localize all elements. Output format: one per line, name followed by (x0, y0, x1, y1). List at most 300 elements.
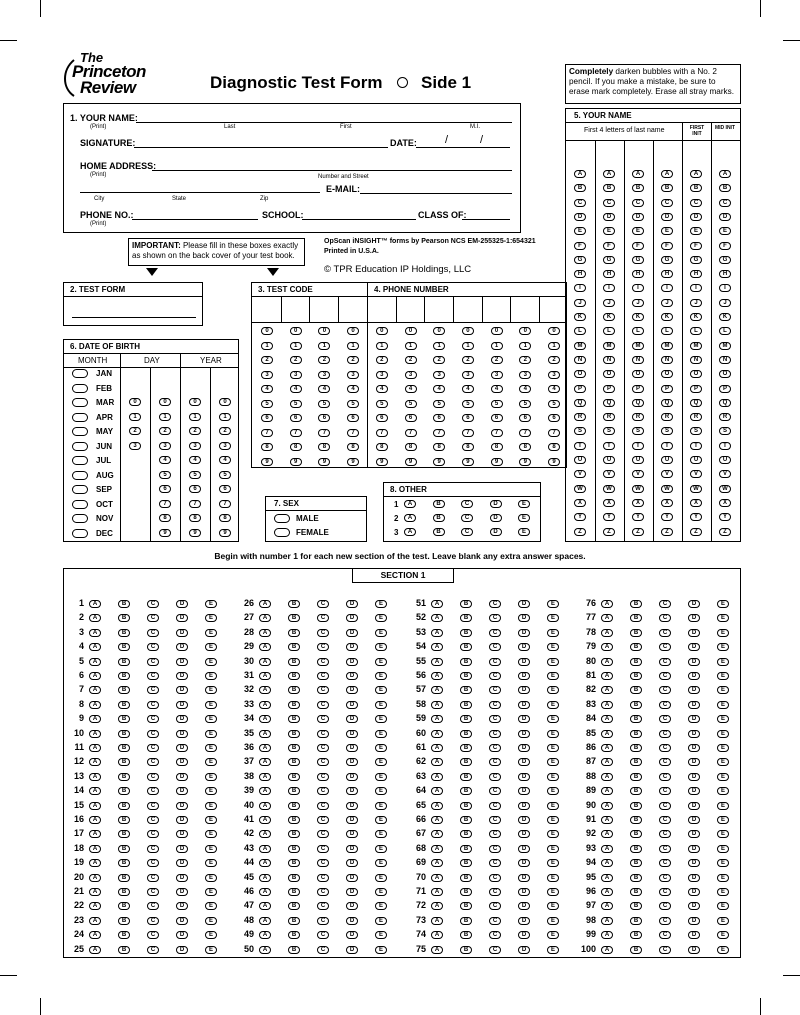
answer-bubble[interactable]: E (375, 715, 387, 723)
answer-bubble[interactable]: D (518, 758, 530, 766)
answer-bubble[interactable]: B (288, 845, 300, 853)
answer-bubble[interactable]: A (259, 744, 271, 752)
answer-bubble[interactable]: D (688, 730, 700, 738)
phone-number-bubble[interactable]: 8 (433, 443, 445, 451)
test-code-bubble[interactable]: 0 (318, 327, 330, 335)
name-letter-bubble[interactable]: X (719, 499, 731, 507)
answer-bubble[interactable]: C (659, 614, 671, 622)
name-letter-bubble[interactable]: F (719, 242, 731, 250)
answer-bubble[interactable]: B (630, 902, 642, 910)
answer-bubble[interactable]: D (176, 744, 188, 752)
name-letter-bubble[interactable]: I (603, 284, 615, 292)
dob-month-bubble[interactable] (72, 500, 88, 509)
name-letter-bubble[interactable]: Y (574, 513, 586, 521)
name-letter-bubble[interactable]: J (632, 299, 644, 307)
answer-bubble[interactable]: E (717, 672, 729, 680)
answer-bubble[interactable]: A (259, 701, 271, 709)
answer-bubble[interactable]: D (518, 874, 530, 882)
answer-bubble[interactable]: C (489, 744, 501, 752)
answer-bubble[interactable]: E (375, 744, 387, 752)
answer-bubble[interactable]: B (288, 773, 300, 781)
phone-number-bubble[interactable]: 0 (376, 327, 388, 335)
answer-bubble[interactable]: D (688, 845, 700, 853)
name-letter-bubble[interactable]: Z (603, 528, 615, 536)
dob-day-bubble[interactable]: 2 (129, 427, 141, 435)
phone-number-bubble[interactable]: 0 (433, 327, 445, 335)
answer-bubble[interactable]: D (346, 758, 358, 766)
name-letter-bubble[interactable]: B (719, 184, 731, 192)
name-letter-bubble[interactable]: D (690, 213, 702, 221)
answer-bubble[interactable]: B (118, 730, 130, 738)
answer-bubble[interactable]: A (601, 859, 613, 867)
other-answer-bubble[interactable]: D (490, 500, 502, 508)
answer-bubble[interactable]: E (205, 888, 217, 896)
answer-bubble[interactable]: D (176, 917, 188, 925)
answer-bubble[interactable]: C (147, 946, 159, 954)
test-code-bubble[interactable]: 8 (290, 443, 302, 451)
phone-number-bubble[interactable]: 7 (433, 429, 445, 437)
name-letter-bubble[interactable]: J (661, 299, 673, 307)
phone-number-bubble[interactable]: 0 (548, 327, 560, 335)
answer-bubble[interactable]: B (630, 643, 642, 651)
test-code-bubble[interactable]: 2 (318, 356, 330, 364)
name-letter-bubble[interactable]: N (690, 356, 702, 364)
dob-year-bubble[interactable]: 4 (219, 456, 231, 464)
answer-bubble[interactable]: B (118, 802, 130, 810)
name-letter-bubble[interactable]: L (661, 327, 673, 335)
answer-bubble[interactable]: B (630, 931, 642, 939)
answer-bubble[interactable]: C (489, 902, 501, 910)
answer-bubble[interactable]: A (89, 600, 101, 608)
dob-month-bubble[interactable] (72, 442, 88, 451)
answer-bubble[interactable]: D (176, 614, 188, 622)
name-letter-bubble[interactable]: F (690, 242, 702, 250)
answer-bubble[interactable]: B (460, 600, 472, 608)
answer-bubble[interactable]: E (547, 672, 559, 680)
name-letter-bubble[interactable]: W (690, 485, 702, 493)
name-letter-bubble[interactable]: K (574, 313, 586, 321)
answer-bubble[interactable]: D (176, 830, 188, 838)
name-letter-bubble[interactable]: F (574, 242, 586, 250)
answer-bubble[interactable]: A (259, 902, 271, 910)
answer-bubble[interactable]: D (518, 802, 530, 810)
name-letter-bubble[interactable]: T (719, 442, 731, 450)
answer-bubble[interactable]: B (460, 701, 472, 709)
test-code-bubble[interactable]: 7 (318, 429, 330, 437)
name-letter-bubble[interactable]: T (632, 442, 644, 450)
answer-bubble[interactable]: D (518, 816, 530, 824)
answer-bubble[interactable]: E (717, 643, 729, 651)
other-answer-bubble[interactable]: E (518, 500, 530, 508)
name-letter-bubble[interactable]: S (690, 427, 702, 435)
answer-bubble[interactable]: D (518, 686, 530, 694)
answer-bubble[interactable]: B (460, 715, 472, 723)
dob-month-bubble[interactable] (72, 384, 88, 393)
name-letter-bubble[interactable]: M (574, 342, 586, 350)
answer-bubble[interactable]: A (89, 802, 101, 810)
answer-bubble[interactable]: E (547, 730, 559, 738)
answer-bubble[interactable]: B (118, 917, 130, 925)
name-letter-bubble[interactable]: L (719, 327, 731, 335)
answer-bubble[interactable]: A (601, 600, 613, 608)
answer-bubble[interactable]: E (205, 773, 217, 781)
test-code-bubble[interactable]: 3 (261, 371, 273, 379)
answer-bubble[interactable]: D (346, 672, 358, 680)
test-code-bubble[interactable]: 1 (347, 342, 359, 350)
phone-number-bubble[interactable]: 8 (405, 443, 417, 451)
dob-month-bubble[interactable] (72, 369, 88, 378)
answer-bubble[interactable]: E (205, 701, 217, 709)
phone-number-bubble[interactable]: 5 (462, 400, 474, 408)
name-letter-bubble[interactable]: E (661, 227, 673, 235)
answer-bubble[interactable]: C (659, 830, 671, 838)
dob-year-bubble[interactable]: 9 (219, 529, 231, 537)
answer-bubble[interactable]: D (176, 859, 188, 867)
answer-bubble[interactable]: E (717, 701, 729, 709)
name-letter-bubble[interactable]: G (603, 256, 615, 264)
name-letter-bubble[interactable]: M (632, 342, 644, 350)
answer-bubble[interactable]: C (317, 600, 329, 608)
answer-bubble[interactable]: D (518, 715, 530, 723)
answer-bubble[interactable]: E (547, 629, 559, 637)
phone-number-bubble[interactable]: 6 (548, 414, 560, 422)
answer-bubble[interactable]: C (317, 888, 329, 896)
dob-year-bubble[interactable]: 8 (189, 514, 201, 522)
answer-bubble[interactable]: E (375, 946, 387, 954)
name-letter-bubble[interactable]: C (632, 199, 644, 207)
name-letter-bubble[interactable]: R (661, 413, 673, 421)
answer-bubble[interactable]: D (176, 730, 188, 738)
name-letter-bubble[interactable]: D (632, 213, 644, 221)
answer-bubble[interactable]: C (489, 672, 501, 680)
answer-bubble[interactable]: C (489, 758, 501, 766)
dob-day-bubble[interactable]: 3 (129, 442, 141, 450)
answer-bubble[interactable]: C (317, 773, 329, 781)
answer-bubble[interactable]: A (431, 946, 443, 954)
answer-bubble[interactable]: C (147, 686, 159, 694)
phone-number-bubble[interactable]: 0 (462, 327, 474, 335)
answer-bubble[interactable]: C (659, 686, 671, 694)
answer-bubble[interactable]: E (547, 787, 559, 795)
answer-bubble[interactable]: A (601, 802, 613, 810)
name-letter-bubble[interactable]: Z (574, 528, 586, 536)
phone-number-bubble[interactable]: 9 (405, 458, 417, 466)
dob-year-bubble[interactable]: 7 (189, 500, 201, 508)
answer-bubble[interactable]: C (317, 830, 329, 838)
answer-bubble[interactable]: C (317, 701, 329, 709)
test-code-bubble[interactable]: 2 (347, 356, 359, 364)
answer-bubble[interactable]: C (317, 917, 329, 925)
dob-year-bubble[interactable]: 0 (189, 398, 201, 406)
phone-number-bubble[interactable]: 6 (405, 414, 417, 422)
answer-bubble[interactable]: A (431, 931, 443, 939)
answer-bubble[interactable]: E (205, 816, 217, 824)
name-letter-bubble[interactable]: N (603, 356, 615, 364)
name-letter-bubble[interactable]: X (574, 499, 586, 507)
answer-bubble[interactable]: E (205, 931, 217, 939)
answer-bubble[interactable]: E (205, 730, 217, 738)
name-letter-bubble[interactable]: Q (632, 399, 644, 407)
phone-number-bubble[interactable]: 3 (519, 371, 531, 379)
answer-bubble[interactable]: A (259, 658, 271, 666)
answer-bubble[interactable]: E (547, 874, 559, 882)
name-letter-bubble[interactable]: R (719, 413, 731, 421)
answer-bubble[interactable]: A (259, 946, 271, 954)
name-letter-bubble[interactable]: R (690, 413, 702, 421)
dob-month-bubble[interactable] (72, 456, 88, 465)
test-code-bubble[interactable]: 0 (290, 327, 302, 335)
name-letter-bubble[interactable]: H (719, 270, 731, 278)
name-letter-bubble[interactable]: G (690, 256, 702, 264)
answer-bubble[interactable]: E (205, 614, 217, 622)
answer-bubble[interactable]: B (288, 830, 300, 838)
answer-bubble[interactable]: E (205, 658, 217, 666)
answer-bubble[interactable]: B (460, 830, 472, 838)
answer-bubble[interactable]: A (431, 816, 443, 824)
answer-bubble[interactable]: E (375, 888, 387, 896)
phone-number-bubble[interactable]: 6 (491, 414, 503, 422)
answer-bubble[interactable]: C (489, 845, 501, 853)
answer-bubble[interactable]: B (630, 859, 642, 867)
answer-bubble[interactable]: B (630, 629, 642, 637)
answer-bubble[interactable]: E (717, 773, 729, 781)
name-letter-bubble[interactable]: V (719, 470, 731, 478)
name-letter-bubble[interactable]: Y (632, 513, 644, 521)
answer-bubble[interactable]: D (688, 686, 700, 694)
answer-bubble[interactable]: D (176, 701, 188, 709)
phone-number-bubble[interactable]: 4 (376, 385, 388, 393)
answer-bubble[interactable]: C (659, 758, 671, 766)
answer-bubble[interactable]: B (288, 643, 300, 651)
phone-number-bubble[interactable]: 5 (491, 400, 503, 408)
answer-bubble[interactable]: A (259, 830, 271, 838)
other-answer-bubble[interactable]: E (518, 528, 530, 536)
answer-bubble[interactable]: D (346, 859, 358, 867)
answer-bubble[interactable]: B (288, 730, 300, 738)
name-letter-bubble[interactable]: D (574, 213, 586, 221)
name-letter-bubble[interactable]: W (719, 485, 731, 493)
answer-bubble[interactable]: B (460, 658, 472, 666)
answer-bubble[interactable]: D (346, 931, 358, 939)
answer-bubble[interactable]: A (89, 672, 101, 680)
answer-bubble[interactable]: D (518, 629, 530, 637)
answer-bubble[interactable]: C (317, 859, 329, 867)
dob-year-bubble[interactable]: 1 (189, 413, 201, 421)
test-code-bubble[interactable]: 4 (318, 385, 330, 393)
name-letter-bubble[interactable]: O (719, 370, 731, 378)
answer-bubble[interactable]: A (259, 643, 271, 651)
answer-bubble[interactable]: D (346, 715, 358, 723)
answer-bubble[interactable]: C (659, 730, 671, 738)
dob-year-bubble[interactable]: 2 (189, 427, 201, 435)
name-letter-bubble[interactable]: O (632, 370, 644, 378)
name-letter-bubble[interactable]: H (574, 270, 586, 278)
answer-bubble[interactable]: D (346, 830, 358, 838)
name-letter-bubble[interactable]: Z (661, 528, 673, 536)
test-code-bubble[interactable]: 5 (318, 400, 330, 408)
test-code-bubble[interactable]: 5 (347, 400, 359, 408)
answer-bubble[interactable]: C (489, 730, 501, 738)
answer-bubble[interactable]: C (489, 888, 501, 896)
answer-bubble[interactable]: C (489, 773, 501, 781)
answer-bubble[interactable]: E (375, 845, 387, 853)
answer-bubble[interactable]: C (489, 859, 501, 867)
phone-number-bubble[interactable]: 5 (405, 400, 417, 408)
dob-year-bubble[interactable]: 2 (219, 427, 231, 435)
answer-bubble[interactable]: C (659, 859, 671, 867)
name-letter-bubble[interactable]: P (719, 385, 731, 393)
answer-bubble[interactable]: A (259, 816, 271, 824)
answer-bubble[interactable]: E (547, 614, 559, 622)
test-code-bubble[interactable]: 9 (261, 458, 273, 466)
answer-bubble[interactable]: C (489, 643, 501, 651)
answer-bubble[interactable]: C (659, 744, 671, 752)
answer-bubble[interactable]: E (205, 946, 217, 954)
name-letter-bubble[interactable]: A (574, 170, 586, 178)
name-letter-bubble[interactable]: R (574, 413, 586, 421)
answer-bubble[interactable]: C (489, 931, 501, 939)
answer-bubble[interactable]: A (601, 787, 613, 795)
test-code-bubble[interactable]: 3 (318, 371, 330, 379)
answer-bubble[interactable]: E (547, 802, 559, 810)
answer-bubble[interactable]: B (118, 902, 130, 910)
answer-bubble[interactable]: A (89, 816, 101, 824)
name-letter-bubble[interactable]: U (632, 456, 644, 464)
answer-bubble[interactable]: B (288, 686, 300, 694)
answer-bubble[interactable]: C (147, 830, 159, 838)
answer-bubble[interactable]: D (176, 672, 188, 680)
phone-number-bubble[interactable]: 4 (433, 385, 445, 393)
answer-bubble[interactable]: A (259, 614, 271, 622)
test-code-bubble[interactable]: 6 (290, 414, 302, 422)
answer-bubble[interactable]: A (89, 888, 101, 896)
answer-bubble[interactable]: B (118, 629, 130, 637)
answer-bubble[interactable]: E (375, 600, 387, 608)
name-letter-bubble[interactable]: M (719, 342, 731, 350)
answer-bubble[interactable]: A (601, 902, 613, 910)
answer-bubble[interactable]: B (460, 686, 472, 694)
answer-bubble[interactable]: C (317, 946, 329, 954)
name-letter-bubble[interactable]: Y (603, 513, 615, 521)
answer-bubble[interactable]: D (518, 845, 530, 853)
answer-bubble[interactable]: D (176, 643, 188, 651)
answer-bubble[interactable]: D (518, 643, 530, 651)
answer-bubble[interactable]: B (630, 773, 642, 781)
other-answer-bubble[interactable]: D (490, 514, 502, 522)
answer-bubble[interactable]: A (601, 643, 613, 651)
dob-year-bubble[interactable]: 5 (219, 471, 231, 479)
test-code-bubble[interactable]: 8 (347, 443, 359, 451)
answer-bubble[interactable]: D (518, 830, 530, 838)
phone-number-bubble[interactable]: 1 (548, 342, 560, 350)
answer-bubble[interactable]: B (630, 758, 642, 766)
answer-bubble[interactable]: D (346, 614, 358, 622)
test-code-bubble[interactable]: 2 (290, 356, 302, 364)
answer-bubble[interactable]: D (176, 600, 188, 608)
answer-bubble[interactable]: D (688, 787, 700, 795)
answer-bubble[interactable]: E (717, 874, 729, 882)
answer-bubble[interactable]: B (460, 888, 472, 896)
test-code-bubble[interactable]: 6 (261, 414, 273, 422)
phone-number-bubble[interactable]: 8 (519, 443, 531, 451)
answer-bubble[interactable]: B (118, 758, 130, 766)
answer-bubble[interactable]: B (630, 658, 642, 666)
answer-bubble[interactable]: E (547, 643, 559, 651)
test-code-bubble[interactable]: 1 (318, 342, 330, 350)
answer-bubble[interactable]: C (147, 730, 159, 738)
phone-number-bubble[interactable]: 0 (491, 327, 503, 335)
answer-bubble[interactable]: A (431, 715, 443, 723)
answer-bubble[interactable]: C (147, 816, 159, 824)
answer-bubble[interactable]: B (460, 917, 472, 925)
answer-bubble[interactable]: E (717, 614, 729, 622)
answer-bubble[interactable]: E (717, 686, 729, 694)
answer-bubble[interactable]: A (601, 614, 613, 622)
answer-bubble[interactable]: A (601, 946, 613, 954)
answer-bubble[interactable]: D (688, 902, 700, 910)
name-letter-bubble[interactable]: X (603, 499, 615, 507)
answer-bubble[interactable]: B (630, 744, 642, 752)
answer-bubble[interactable]: C (147, 672, 159, 680)
name-letter-bubble[interactable]: E (690, 227, 702, 235)
sex-male-bubble[interactable] (274, 514, 290, 523)
answer-bubble[interactable]: B (460, 874, 472, 882)
name-letter-bubble[interactable]: T (661, 442, 673, 450)
answer-bubble[interactable]: C (489, 830, 501, 838)
phone-number-bubble[interactable]: 3 (462, 371, 474, 379)
answer-bubble[interactable]: C (317, 802, 329, 810)
answer-bubble[interactable]: A (89, 787, 101, 795)
name-letter-bubble[interactable]: P (603, 385, 615, 393)
name-letter-bubble[interactable]: A (719, 170, 731, 178)
answer-bubble[interactable]: E (547, 845, 559, 853)
name-letter-bubble[interactable]: O (574, 370, 586, 378)
phone-number-bubble[interactable]: 8 (462, 443, 474, 451)
answer-bubble[interactable]: C (489, 614, 501, 622)
answer-bubble[interactable]: A (601, 773, 613, 781)
answer-bubble[interactable]: B (460, 946, 472, 954)
answer-bubble[interactable]: D (688, 946, 700, 954)
phone-number-bubble[interactable]: 3 (376, 371, 388, 379)
answer-bubble[interactable]: E (547, 902, 559, 910)
answer-bubble[interactable]: B (460, 643, 472, 651)
name-letter-bubble[interactable]: L (574, 327, 586, 335)
answer-bubble[interactable]: C (147, 917, 159, 925)
answer-bubble[interactable]: D (518, 859, 530, 867)
name-letter-bubble[interactable]: V (632, 470, 644, 478)
answer-bubble[interactable]: B (288, 701, 300, 709)
answer-bubble[interactable]: B (630, 845, 642, 853)
answer-bubble[interactable]: C (147, 931, 159, 939)
answer-bubble[interactable]: C (147, 600, 159, 608)
answer-bubble[interactable]: D (346, 686, 358, 694)
answer-bubble[interactable]: D (176, 845, 188, 853)
answer-bubble[interactable]: D (176, 946, 188, 954)
phone-number-bubble[interactable]: 9 (462, 458, 474, 466)
answer-bubble[interactable]: A (601, 758, 613, 766)
name-letter-bubble[interactable]: R (632, 413, 644, 421)
answer-bubble[interactable]: E (717, 816, 729, 824)
answer-bubble[interactable]: E (717, 600, 729, 608)
other-answer-bubble[interactable]: B (433, 500, 445, 508)
answer-bubble[interactable]: A (431, 629, 443, 637)
answer-bubble[interactable]: B (460, 758, 472, 766)
answer-bubble[interactable]: A (89, 686, 101, 694)
answer-bubble[interactable]: D (688, 658, 700, 666)
answer-bubble[interactable]: C (147, 715, 159, 723)
answer-bubble[interactable]: A (601, 845, 613, 853)
answer-bubble[interactable]: C (317, 931, 329, 939)
